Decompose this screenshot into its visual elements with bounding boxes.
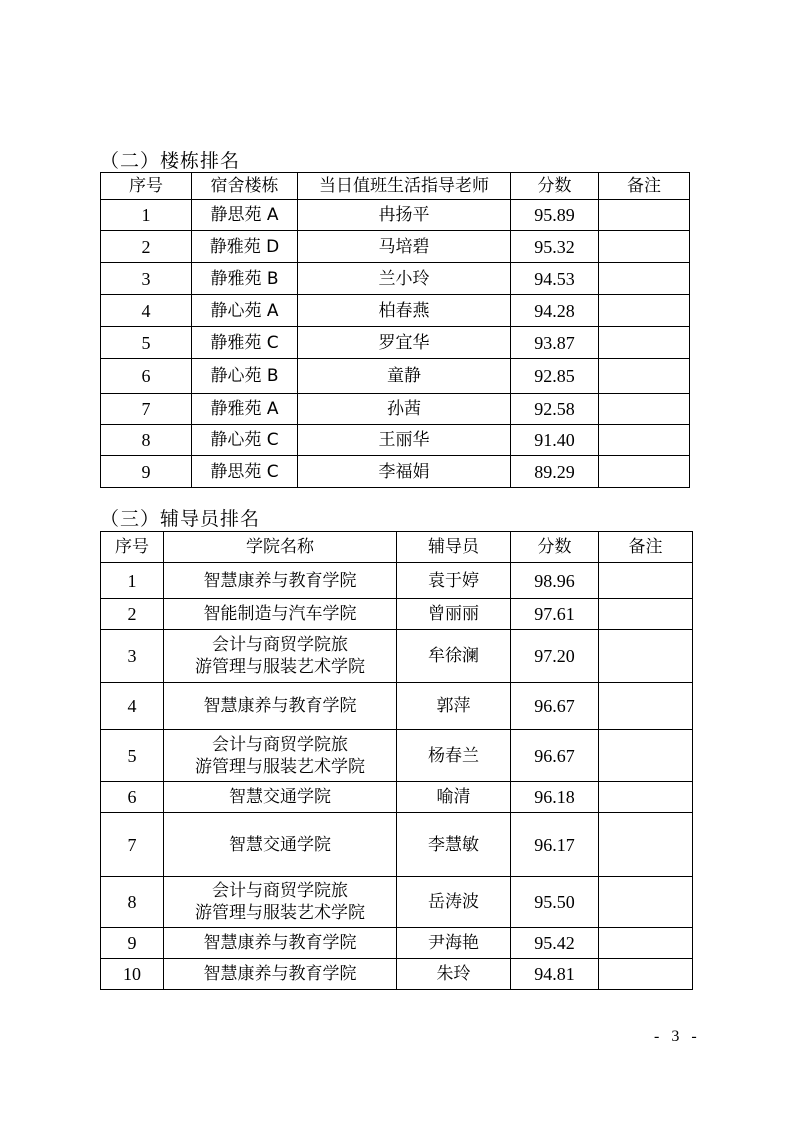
cell-teacher: 罗宜华 (298, 327, 511, 359)
header-counselor: 辅导员 (397, 532, 511, 563)
cell-note (599, 599, 693, 630)
cell-college: 会计与商贸学院旅 游管理与服装艺术学院 (164, 730, 397, 782)
cell-college: 会计与商贸学院旅 游管理与服装艺术学院 (164, 877, 397, 928)
header-note: 备注 (599, 173, 690, 200)
cell-note (599, 327, 690, 359)
cell-counselor: 尹海艳 (397, 928, 511, 959)
header-teacher: 当日值班生活指导老师 (298, 173, 511, 200)
cell-no: 1 (101, 200, 192, 231)
cell-building: 静雅苑 C (192, 327, 298, 359)
table-row (101, 730, 693, 782)
section-title-building-ranking: （二）楼栋排名 (100, 150, 241, 172)
cell-no: 7 (101, 394, 192, 425)
cell-note (599, 456, 690, 488)
header-score: 分数 (511, 532, 599, 563)
cell-counselor: 曾丽丽 (397, 599, 511, 630)
cell-building: 静心苑 A (192, 295, 298, 327)
cell-note (599, 563, 693, 599)
cell-building: 静心苑 C (192, 425, 298, 456)
cell-building: 静雅苑 A (192, 394, 298, 425)
cell-score: 95.32 (511, 231, 599, 263)
table-row (101, 231, 690, 263)
header-building: 宿舍楼栋 (192, 173, 298, 200)
cell-building: 静思苑 C (192, 456, 298, 488)
cell-score: 94.28 (511, 295, 599, 327)
cell-building: 静心苑 B (192, 359, 298, 394)
cell-score: 96.17 (511, 813, 599, 877)
cell-teacher: 冉扬平 (298, 200, 511, 231)
cell-counselor: 郭萍 (397, 683, 511, 730)
cell-note (599, 200, 690, 231)
cell-teacher: 王丽华 (298, 425, 511, 456)
cell-no: 5 (101, 327, 192, 359)
cell-no: 9 (101, 456, 192, 488)
cell-counselor: 袁于婷 (397, 563, 511, 599)
table-row (101, 959, 693, 990)
table-row (101, 200, 690, 231)
cell-score: 91.40 (511, 425, 599, 456)
header-note: 备注 (599, 532, 693, 563)
cell-no: 3 (101, 630, 164, 683)
section-title-counselor-ranking: （三）辅导员排名 (100, 508, 261, 530)
cell-note (599, 959, 693, 990)
cell-note (599, 928, 693, 959)
cell-note (599, 782, 693, 813)
header-score: 分数 (511, 173, 599, 200)
cell-no: 2 (101, 599, 164, 630)
cell-no: 6 (101, 359, 192, 394)
cell-college: 智慧康养与教育学院 (164, 683, 397, 730)
cell-no: 4 (101, 683, 164, 730)
counselor-ranking-table (100, 531, 693, 990)
table-row (101, 327, 690, 359)
cell-score: 97.61 (511, 599, 599, 630)
cell-teacher: 童静 (298, 359, 511, 394)
table-row (101, 359, 690, 394)
cell-no: 1 (101, 563, 164, 599)
cell-note (599, 630, 693, 683)
cell-counselor: 李慧敏 (397, 813, 511, 877)
cell-no: 4 (101, 295, 192, 327)
cell-score: 96.18 (511, 782, 599, 813)
cell-no: 6 (101, 782, 164, 813)
counselor-ranking-body (101, 563, 693, 990)
header-no: 序号 (101, 173, 192, 200)
cell-teacher: 柏春燕 (298, 295, 511, 327)
table-row (101, 877, 693, 928)
cell-college: 智慧康养与教育学院 (164, 959, 397, 990)
cell-no: 2 (101, 231, 192, 263)
cell-note (599, 813, 693, 877)
table-row (101, 683, 693, 730)
cell-score: 97.20 (511, 630, 599, 683)
cell-score: 93.87 (511, 327, 599, 359)
cell-no: 5 (101, 730, 164, 782)
building-ranking-body (101, 200, 690, 488)
cell-counselor: 朱玲 (397, 959, 511, 990)
cell-teacher: 孙茜 (298, 394, 511, 425)
cell-college: 智慧康养与教育学院 (164, 563, 397, 599)
cell-no: 9 (101, 928, 164, 959)
cell-counselor: 岳涛波 (397, 877, 511, 928)
cell-counselor: 喻清 (397, 782, 511, 813)
cell-building: 静思苑 A (192, 200, 298, 231)
page-number: - 3 - (654, 1028, 701, 1045)
table-row (101, 425, 690, 456)
cell-no: 10 (101, 959, 164, 990)
table-row (101, 263, 690, 295)
table-row (101, 928, 693, 959)
cell-score: 96.67 (511, 683, 599, 730)
cell-teacher: 兰小玲 (298, 263, 511, 295)
table-row (101, 782, 693, 813)
table-row (101, 394, 690, 425)
cell-note (599, 231, 690, 263)
table-row (101, 599, 693, 630)
cell-score: 95.42 (511, 928, 599, 959)
cell-note (599, 394, 690, 425)
cell-score: 92.58 (511, 394, 599, 425)
table-header-row (101, 173, 690, 200)
cell-note (599, 730, 693, 782)
cell-note (599, 425, 690, 456)
cell-score: 96.67 (511, 730, 599, 782)
cell-no: 3 (101, 263, 192, 295)
table-row (101, 630, 693, 683)
table-row (101, 456, 690, 488)
cell-note (599, 683, 693, 730)
cell-college: 智慧交通学院 (164, 782, 397, 813)
cell-building: 静雅苑 B (192, 263, 298, 295)
cell-score: 94.81 (511, 959, 599, 990)
building-ranking-table (100, 172, 690, 488)
table-row (101, 563, 693, 599)
cell-teacher: 李福娟 (298, 456, 511, 488)
cell-no: 8 (101, 425, 192, 456)
cell-no: 7 (101, 813, 164, 877)
table-row (101, 295, 690, 327)
cell-counselor: 牟徐澜 (397, 630, 511, 683)
cell-counselor: 杨春兰 (397, 730, 511, 782)
header-no: 序号 (101, 532, 164, 563)
header-college: 学院名称 (164, 532, 397, 563)
cell-score: 95.50 (511, 877, 599, 928)
cell-score: 89.29 (511, 456, 599, 488)
cell-score: 98.96 (511, 563, 599, 599)
cell-score: 95.89 (511, 200, 599, 231)
cell-no: 8 (101, 877, 164, 928)
cell-building: 静雅苑 D (192, 231, 298, 263)
cell-note (599, 295, 690, 327)
cell-college: 智慧康养与教育学院 (164, 928, 397, 959)
cell-note (599, 359, 690, 394)
cell-score: 92.85 (511, 359, 599, 394)
cell-score: 94.53 (511, 263, 599, 295)
table-row (101, 813, 693, 877)
cell-college: 智能制造与汽车学院 (164, 599, 397, 630)
cell-college: 会计与商贸学院旅 游管理与服装艺术学院 (164, 630, 397, 683)
cell-teacher: 马培碧 (298, 231, 511, 263)
cell-note (599, 877, 693, 928)
cell-college: 智慧交通学院 (164, 813, 397, 877)
cell-note (599, 263, 690, 295)
table-header-row (101, 532, 693, 563)
